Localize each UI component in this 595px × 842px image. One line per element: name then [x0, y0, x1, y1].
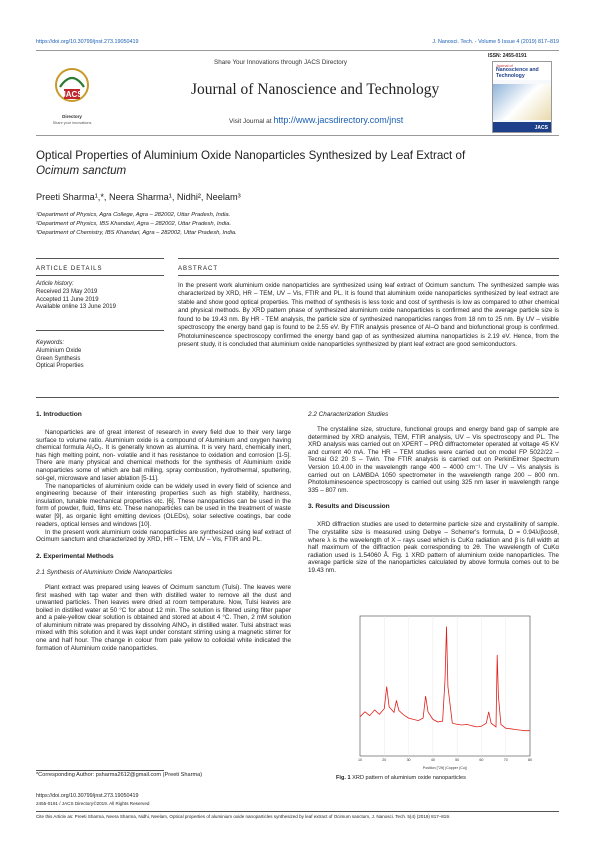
article-title-line2: Ocimum sanctum	[36, 163, 127, 177]
cover-title-main: Nanoscience and Technology	[496, 67, 539, 79]
keyword-2: Green Synthesis	[36, 355, 81, 362]
journal-url-link[interactable]: http://www.jacsdirectory.com/jnst	[273, 115, 404, 125]
article-details-heading: ARTICLE DETAILS	[36, 266, 103, 272]
journal-title: Journal of Nanoscience and Technology	[191, 81, 440, 98]
x-ticks	[358, 758, 532, 762]
doi-link[interactable]: https://doi.org/10.30799/jnst.273.19050419	[36, 39, 139, 45]
visit-journal	[229, 115, 403, 125]
x-tick-label: 80	[528, 758, 532, 762]
corresponding-author: *Corresponding Author: psharma2612@gmail.com (Preeti Sharma)	[36, 772, 203, 778]
tagline: Share Your Innovations through JACS Directory	[214, 59, 348, 66]
x-tick-label: 40	[430, 758, 435, 762]
intro-paragraph-1: Nanoparticles are of great interest of research in every field due to their very large surface to volume ratio. Aluminium oxide is a compound of Aluminium and oxygen having chemical formula Al₂O₃. It is generally known as alumina. It is very hard, chemically inert, has high melting point, non- volatile and it has resistance to oxidation and corrosion [1-5]. There are many physical and chemical methods for the synthesis of Aluminium oxide nanoparticles some of which are ball milling, spray combustion, hydrothermal, sputtering, sol-gel, microwave and laser ablation [5-11].	[36, 429, 291, 482]
intro-body	[36, 429, 291, 544]
x-axis-label: Position [°2θ] (Copper (Cu))	[422, 766, 468, 770]
figure-caption	[336, 775, 536, 781]
experimental-heading: 2. Experimental Methods	[36, 552, 114, 560]
abstract-text: In the present work aluminium oxide nanoparticles are synthesized using leaf extract of Ocimum sanctum. The synthesized sample was characterized by XRD, HR – TEM, UV – Vis, FTIR and PL. It is found that aluminium oxide nanoparticles synthesized by leaf extract are stable and show good optical properties. This method of synthesis is less toxic and cost of synthesis is low as compared to other chemical and physical methods. By XRD pattern phase of synthesized aluminium oxide nanoparticles is confirmed and the average particle size is found to be 19.43 nm. By HR - TEM analysis, the particle size of synthesized nanoparticles ranges from 18 nm to 25 nm. By UV – visible spectroscopy the energy band gap is found to be 2.55 eV. By FTIR analysis presence of Al–O band and biofunctional group is confirmed. Photoluminescence spectroscopy confirmed the energy band gap of as synthesized alumina nanoparticles is 2.19 eV. Hence, from the present study, it is concluded that aluminium oxide nanoparticles synthesized by plant leaf extract are good semiconductors.	[178, 282, 559, 349]
logo-text: JACS	[61, 90, 83, 99]
logo-subtext: Directory	[62, 114, 82, 119]
keyword-3: Optical Properties	[36, 363, 84, 370]
article-title	[36, 149, 559, 178]
footer-copyright: 2455-0191 / JACS Directory©2019. All Rights Reserved	[36, 801, 150, 806]
footer-doi[interactable]: https://doi.org/10.30799/jnst.273.19050419	[36, 793, 139, 799]
affiliation-1: ¹Department of Physics, Agra College, Agra – 282002, Uttar Pradesh, India.	[36, 212, 231, 218]
intro-paragraph-3: In the present work aluminium oxide nanoparticles are synthesized using leaf extract of Ocimum sanctum and characterized by XRD, HR – TEM, UV – Vis, FTIR and PL.	[36, 528, 291, 544]
figure-caption-label: Fig. 1	[336, 775, 351, 781]
authors: Preeti Sharma¹,*, Neera Sharma¹, Nidhi², Neelam³	[36, 192, 241, 202]
abstract-heading: ABSTRACT	[178, 266, 219, 272]
affiliation-2: ²Department of Physics, IBS Khandari, Agra – 282002, Uttar Pradesh, India.	[36, 220, 232, 227]
x-tick-label: 50	[455, 758, 460, 762]
online-date: Available online 13 June 2019	[36, 304, 116, 311]
cite-this-article: Cite this Article as: Preeti Sharma, Neera Sharma, Nidhi, Neelam, Optical properties of aluminium oxide nanoparticles synthesized by leaf extract of Ocimum sanctum, J. Nanosci. Tech. 5(4) (2019) 817–819.	[36, 814, 451, 819]
results-paragraph: XRD diffraction studies are used to determine particle size and crystallinity of sample. The crystallite size is measured using Debye – Scherrer's formula, D = 0.94λ/βcosθ, where λ is the wavelength of X – rays used which is CuKα radiation and β is full width at half maximum of the diffraction peak corresponding to 2θ. The wavelength of CuKα radiation used is 1.54060 Å. Fig. 1 XRD pattern of aluminium oxide nanoparticles. The average particle size of the nanoparticles calculated by above formula comes out to be 19.43 nm.	[308, 521, 559, 574]
received-date: Received 23 May 2019	[36, 288, 98, 295]
history-label: Article history:	[36, 281, 74, 287]
x-tick-label: 30	[406, 758, 411, 762]
characterization-subheading: 2.2 Characterization Studies	[308, 411, 389, 418]
masthead	[36, 50, 559, 136]
synthesis-paragraph: Plant extract was prepared using leaves of Ocimum sanctum (Tulsi). The leaves were first washed with tap water and then with distilled water to remove all the dust and unwanted particles. Then leaves were dried at room temperature. Now, Tulsi leaves are boiled in distilled water at 50 °C for about 12 min. The solution is filtered using filter paper and a pale-yellow clear solution is obtained and stored at about 4 °C. Then, 2 mM solution of aluminium nitrate was prepared by dissolving AlNO₃ in distilled water. Tulsi abstract was mixed with this solution and it was kept under constant stirring using a magnetic stirrer for one and half hour. The change in colour from pale yellow to colloidal white indicated the formation of Aluminium oxide nanoparticles.	[36, 583, 291, 652]
xrd-chart	[336, 612, 536, 772]
keyword-1: Aluminium Oxide	[36, 347, 82, 354]
synthesis-subheading: 2.1 Synthesis of Aluminium Oxide Nanoparticles	[36, 568, 173, 576]
intro-paragraph-2: The nanoparticles of aluminium oxide can be widely used in every field of science and engineering because of their interesting properties such as high stability, hardness, insulation, tunable mechanical properties etc. [6]. These nanoparticles can be used in the form of powder, fluid, films etc. These nanoparticles can be used in the treatment of waste water [9], as organic light emitting devices (OLEDs), solar selective coatings, bar code readers, optical lenses and windows [10].	[36, 482, 291, 528]
xrd-figure	[336, 612, 536, 782]
intro-heading: 1. Introduction	[36, 411, 82, 418]
x-tick-label: 20	[382, 758, 387, 762]
cover-badge: JACS	[534, 125, 548, 131]
x-tick-label: 10	[358, 758, 362, 762]
x-tick-label: 70	[503, 758, 508, 762]
keywords	[36, 340, 164, 371]
jacs-logo	[52, 65, 92, 127]
jacs-logo-graphic	[52, 65, 92, 109]
right-column	[308, 411, 559, 575]
journal-cover	[492, 61, 552, 133]
cover-title-small: Journal of	[496, 64, 513, 68]
figure-caption-text: XRD pattern of aluminium oxide nanoparticles	[352, 775, 466, 781]
accepted-date: Accepted 11 June 2019	[36, 296, 99, 303]
characterization-paragraph: The crystalline size, structure, functional groups and energy band gap of sample are determined by XRD analysis, TEM, FTIR analysis, UV – Vis spectroscopy and PL. The XRD analysis was carried out on XPERT – PRO diffractometer operated at voltage 45 KV and current 40 mA. The HR – TEM studies were carried out on model FP 5022/22 – Tecnai G2 20 S – Twin. The FTIR analysis is carried out on PerkinElmer Spectrum Version 10.4.00 in the wavelength range 400 – 4000 cm⁻¹. The UV – Vis analysis is carried out on LAMBDA 1050 spectrometer in the wavelength range 200 – 800 nm. Photoluminescence spectroscopy is carried out using 325 nm laser in wavelength range 335 – 807 nm.	[308, 426, 559, 494]
logo-caption: Share your innovations	[52, 120, 92, 125]
keywords-label: Keywords:	[36, 340, 65, 346]
left-column	[36, 411, 291, 653]
x-tick-label: 60	[479, 758, 484, 762]
article-history	[36, 281, 164, 312]
visit-label: Visit Journal at	[229, 118, 272, 125]
affiliations	[36, 211, 237, 237]
cover-image	[493, 84, 552, 120]
article-title-line1: Optical Properties of Aluminium Oxide Nanoparticles Synthesized by Leaf Extract of	[36, 149, 466, 162]
journal-citation: J. Nanosci. Tech. - Volume 5 Issue 4 (2019) 817–819	[432, 39, 559, 45]
results-heading: 3. Results and Discussion	[308, 503, 390, 511]
issn: ISSN: 2455-0191	[488, 53, 527, 59]
affiliation-3: ³Department of Chemistry, IBS Khandari, Agra – 282002, Uttar Pradesh, India.	[36, 229, 237, 236]
